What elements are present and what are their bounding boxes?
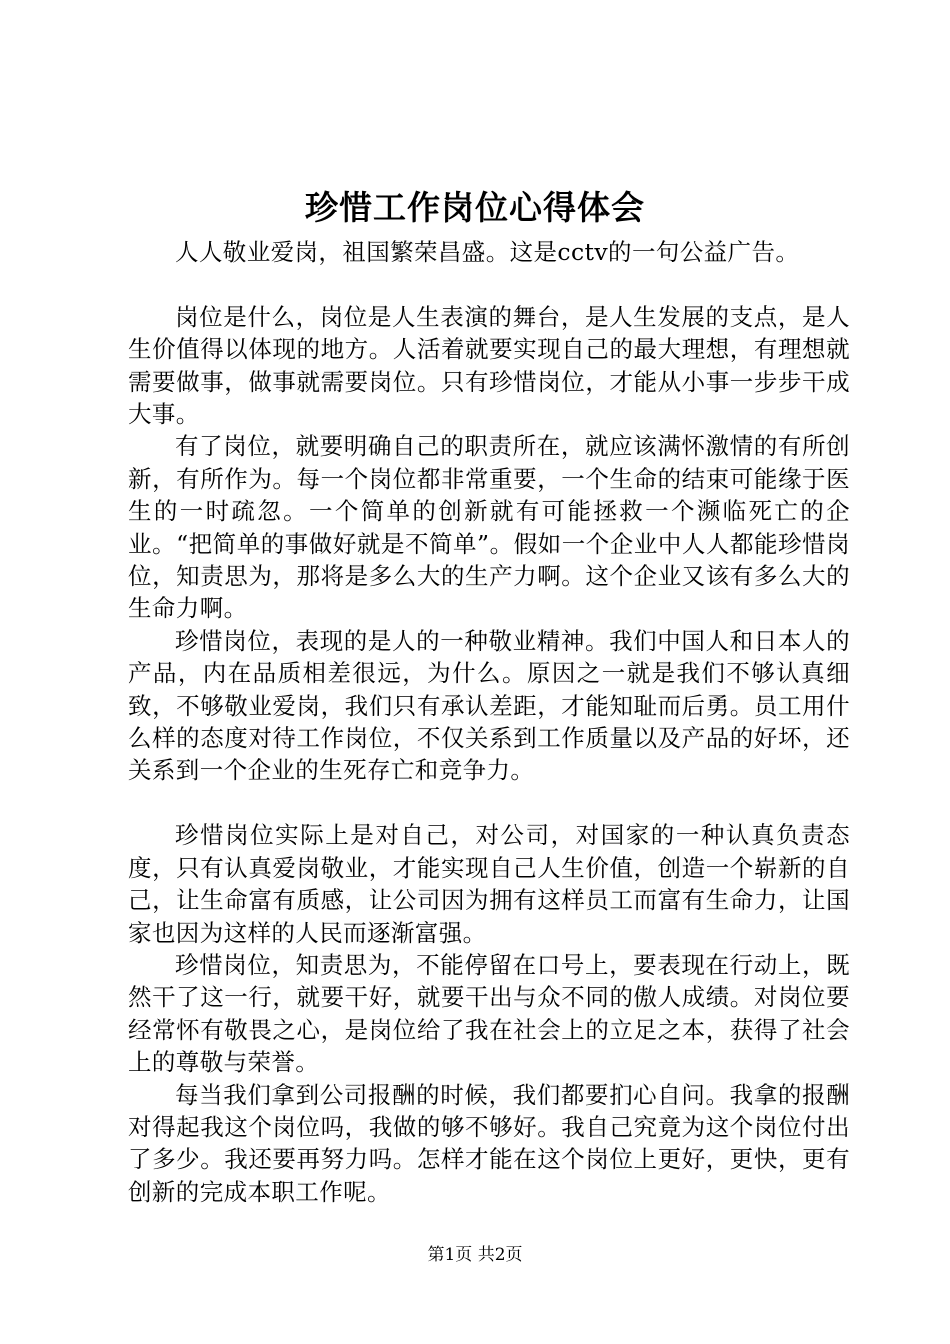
paragraph-3: 有了岗位，就要明确自己的职责所在，就应该满怀激情的有所创新，有所作为。每一个岗位都非常重要，一个生命的结束可能缘于医生的一时疏忽。一个简单的创新就有可能拯救一个濒临死亡的企业。“把简单的事做好就是不简单”。假如一个企业中人人都能珍惜岗位，知责思为，那将是多么大的生产力啊。这个企业又该有多么大的生命力啊。 bbox=[128, 432, 850, 623]
paragraph-5: 珍惜岗位实际上是对自己，对公司，对国家的一种认真负责态度，只有认真爱岗敬业，才能实现自己人生价值，创造一个崭新的自己，让生命富有质感，让公司因为拥有这样员工而富有生命力，让国家也因为这样的人民而逐渐富强。 bbox=[128, 821, 850, 947]
paragraph-1: 人人敬业爱岗，祖国繁荣昌盛。这是cctv的一句公益广告。 bbox=[175, 238, 800, 266]
paragraph-4: 珍惜岗位，表现的是人的一种敬业精神。我们中国人和日本人的产品，内在品质相差很远，为什么。原因之一就是我们不够认真细致，不够敬业爱岗，我们只有承认差距，才能知耻而后勇。员工用什么样的态度对待工作岗位，不仅关系到工作质量以及产品的好坏，还关系到一个企业的生死存亡和竞争力。 bbox=[128, 626, 850, 785]
paragraph-6: 珍惜岗位，知责思为，不能停留在口号上，要表现在行动上，既然干了这一行，就要干好，就要干出与众不同的傲人成绩。对岗位要经常怀有敬畏之心，是岗位给了我在社会上的立足之本，获得了社会上的尊敬与荣誉。 bbox=[128, 950, 850, 1077]
page-footer: 第1页 共2页 bbox=[427, 1245, 523, 1265]
paragraph-spacer bbox=[128, 787, 850, 819]
document-title: 珍惜工作岗位心得体会 bbox=[305, 188, 645, 227]
document-body bbox=[128, 236, 850, 1208]
paragraph-7: 每当我们拿到公司报酬的时候，我们都要扪心自问。我拿的报酬对得起我这个岗位吗，我做的够不够好。我自己究竟为这个岗位付出了多少。我还要再努力吗。怎样才能在这个岗位上更好，更快，更有创新的完成本职工作呢。 bbox=[128, 1080, 850, 1206]
paragraph-2: 岗位是什么，岗位是人生表演的舞台，是人生发展的支点，是人生价值得以体现的地方。人活着就要实现自己的最大理想，有理想就需要做事，做事就需要岗位。只有珍惜岗位，才能从小事一步步干成大事。 bbox=[128, 302, 850, 429]
paragraph-spacer bbox=[128, 268, 850, 300]
